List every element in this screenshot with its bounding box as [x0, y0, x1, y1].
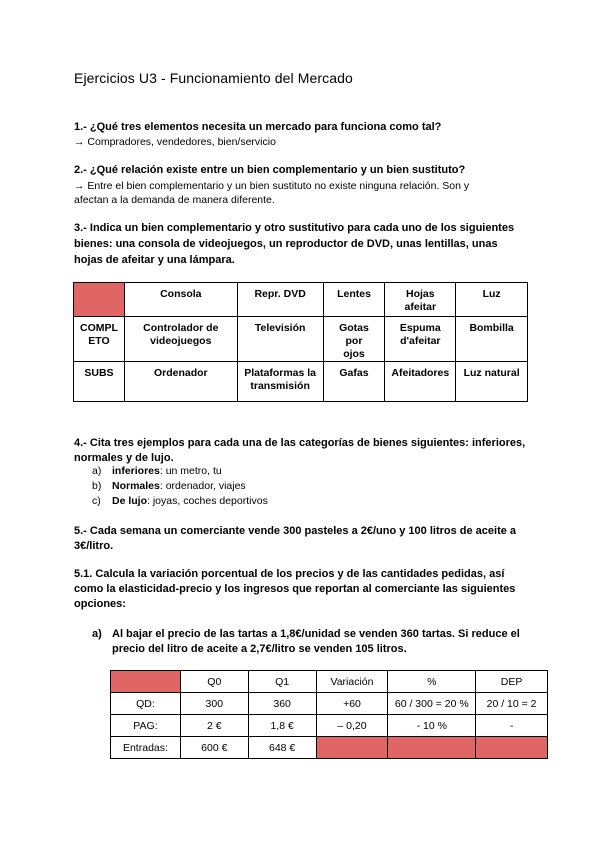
header-cell: Repr. DVD	[237, 283, 323, 317]
table-cell: 300	[180, 693, 248, 715]
answer-2-line-2: afectan a la demanda de manera diferente.	[74, 194, 275, 206]
table-row	[74, 317, 528, 362]
page-title: Ejercicios U3 - Funcionamiento del Mercado	[74, 70, 353, 86]
table-cell: 2 €	[180, 715, 248, 737]
table-cell: – 0,20	[316, 715, 388, 737]
goods-table	[73, 282, 528, 402]
header-cell: Luz	[456, 283, 528, 317]
subquestion-a-line-2: precio del litro de aceite a 2,7€/litro se venden 105 litros.	[112, 643, 407, 655]
highlight-cell	[316, 737, 388, 759]
table-cell: Controlador de videojuegos	[124, 317, 237, 362]
header-cell: Q0	[180, 671, 248, 693]
header-cell: Lentes	[323, 283, 385, 317]
question-4-line-2: normales y de lujo.	[74, 452, 174, 464]
header-cell: Hojas afeitar	[385, 283, 456, 317]
question-3-line-2: bienes: una consola de videojuegos, un reproductor de DVD, unas lentillas, unas	[74, 238, 498, 250]
highlight-cell	[388, 737, 476, 759]
list-item: a) inferiores: un metro, tu	[92, 465, 222, 477]
table-cell: 1,8 €	[248, 715, 316, 737]
elasticity-table	[110, 670, 548, 759]
table-header-row	[74, 283, 528, 317]
question-3-line-1: 3.- Indica un bien complementario y otro sustitutivo para cada uno de los siguientes	[74, 222, 515, 234]
table-cell: -	[476, 715, 548, 737]
question-1: 1.- ¿Qué tres elementos necesita un mercado para funciona como tal?	[74, 121, 442, 133]
question-5-line-1: 5.- Cada semana un comerciante vende 300 pasteles a 2€/uno y 100 litros de aceite a	[74, 525, 517, 537]
answer-1: → Compradores, vendedores, bien/servicio	[74, 136, 276, 148]
table-row	[111, 693, 548, 715]
header-cell: Consola	[124, 283, 237, 317]
table-cell: 648 €	[248, 737, 316, 759]
row-label: Entradas:	[111, 737, 181, 759]
question-5-1-line-3: opciones:	[74, 598, 126, 610]
table-cell: Afeitadores	[385, 362, 456, 402]
table-row	[111, 715, 548, 737]
list-item: c) De lujo: joyas, coches deportivos	[92, 495, 268, 507]
answer-2-line-1: → Entre el bien complementario y un bien sustituto no existe ninguna relación. Son y	[74, 180, 470, 192]
row-label: COMPLETO	[74, 317, 125, 362]
highlight-cell	[476, 737, 548, 759]
table-cell: +60	[316, 693, 388, 715]
table-cell: Ordenador	[124, 362, 237, 402]
question-2: 2.- ¿Qué relación existe entre un bien complementario y un bien sustituto?	[74, 164, 466, 176]
header-cell: DEP	[476, 671, 548, 693]
table-cell: Gotas por ojos	[323, 317, 385, 362]
table-cell: 600 €	[180, 737, 248, 759]
subquestion-a-line-1: Al bajar el precio de las tartas a 1,8€/unidad se venden 360 tartas. Si reduce el	[112, 628, 520, 640]
table-cell: Televisión	[237, 317, 323, 362]
table-header-row	[111, 671, 548, 693]
question-4-line-1: 4.- Cita tres ejemplos para cada una de las categorías de bienes siguientes: inferiores,	[74, 437, 526, 449]
question-5-line-2: 3€/litro.	[74, 540, 114, 552]
header-cell: Q1	[248, 671, 316, 693]
row-label: SUBS	[74, 362, 125, 402]
table-row	[74, 362, 528, 402]
list-item: b) Normales: ordenador, viajes	[92, 480, 246, 492]
row-label: QD:	[111, 693, 181, 715]
table-cell: Plataformas la transmisión	[237, 362, 323, 402]
row-label: PAG:	[111, 715, 181, 737]
table-cell: Gafas	[323, 362, 385, 402]
question-3-line-3: hojas de afeitar y una lámpara.	[74, 254, 235, 266]
table-cell: Bombilla	[456, 317, 528, 362]
header-cell: Variación	[316, 671, 388, 693]
header-corner-cell	[74, 283, 125, 317]
table-cell: 360	[248, 693, 316, 715]
table-cell: Luz natural	[456, 362, 528, 402]
table-row	[111, 737, 548, 759]
question-5-1-line-1: 5.1. Calcula la variación porcentual de los precios y de las cantidades pedidas, así	[74, 568, 505, 580]
table-cell: Espuma d'afeitar	[385, 317, 456, 362]
goods-category-list	[92, 464, 268, 509]
table-cell: - 10 %	[388, 715, 476, 737]
subquestion-a-marker: a)	[92, 628, 102, 640]
table-cell: 20 / 10 = 2	[476, 693, 548, 715]
header-corner-cell	[111, 671, 181, 693]
header-cell: %	[388, 671, 476, 693]
question-5-1-line-2: como la elasticidad-precio y los ingresos que reportan al comerciante las siguientes	[74, 583, 516, 595]
table-cell: 60 / 300 = 20 %	[388, 693, 476, 715]
